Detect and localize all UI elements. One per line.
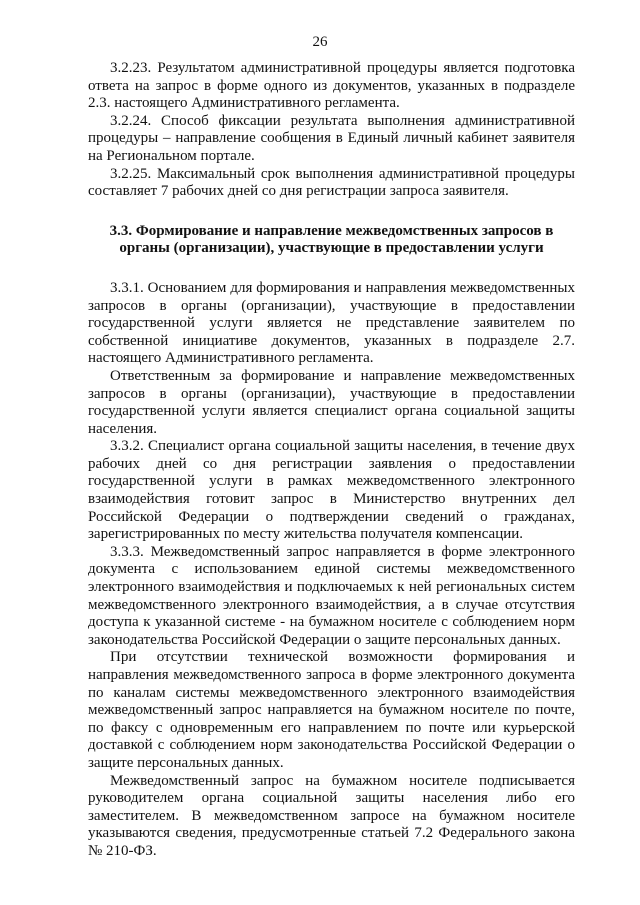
- paragraph-3-3-1: 3.3.1. Основанием для формирования и направления межведомственных запросов в органы (организации), участвующие в предоставлении государственной услуги является не представление заявителем по собственной инициативе документов, указанных в подразделе 2.7. настоящего Административного регламента.: [88, 279, 575, 367]
- paragraph-responsible: Ответственным за формирование и направление межведомственных запросов в органы (организации), участвующие в предоставлении государственной услуги является специалист органа социальной защиты населения.: [88, 367, 575, 437]
- paragraph-3-2-24: 3.2.24. Способ фиксации результата выполнения административной процедуры – направление сообщения в Единый личный кабинет заявителя на Региональном портале.: [88, 112, 575, 164]
- section-heading: 3.3. Формирование и направление межведомственных запросов в органы (организации), участвующие в предоставлении услуги: [109, 222, 554, 257]
- page-number: 26: [312, 34, 328, 50]
- paragraph-3-3-3: 3.3.3. Межведомственный запрос направляется в форме электронного документа с использованием единой системы межведомственного электронного взаимодействия и подключаемых к ней региональных систем межведомственного электронного взаимодействия, а в случае отсутствия доступа к указанной системе - на бумажном носителе с соблюдением норм законодательства Российской Федерации о защите персональных данных.: [88, 543, 575, 648]
- paragraph-3-3-2: 3.3.2. Специалист органа социальной защиты населения, в течение двух рабочих дней со дня регистрации заявления о предоставлении государственной услуги в рамках межведомственного электронного взаимодействия готовит запрос в Министерство внутренних дел Российской Федерации о подтверждении сведений о гражданах, зарегистрированных по месту жительства получателя компенсации.: [88, 438, 575, 543]
- paragraph-no-technical-possibility: При отсутствии технической возможности формирования и направления межведомственного запроса в форме электронного документа по каналам системы межведомственного электронного взаимодействия межведомственный запрос направляется на бумажном носителе по почте, по факсу с одновременным его направлением по почте или курьерской доставкой с соблюдением норм законодательства Российской Федерации о защите персональных данных.: [88, 649, 575, 771]
- paragraph-3-2-23: 3.2.23. Результатом административной процедуры является подготовка ответа на запрос в форме одного из документов, указанных в подразделе 2.3. настоящего Административного регламента.: [88, 60, 575, 112]
- paragraph-paper-request: Межведомственный запрос на бумажном носителе подписывается руководителем органа социальной защиты населения либо его заместителем. В межведомственном запросе на бумажном носителе указываются сведения, предусмотренные статьей 7.2 Федерального закона № 210-ФЗ.: [88, 772, 575, 859]
- paragraph-3-2-25: 3.2.25. Максимальный срок выполнения административной процедуры составляет 7 рабочих дней со дня регистрации запроса заявителя.: [88, 165, 575, 200]
- document-body: [88, 60, 575, 861]
